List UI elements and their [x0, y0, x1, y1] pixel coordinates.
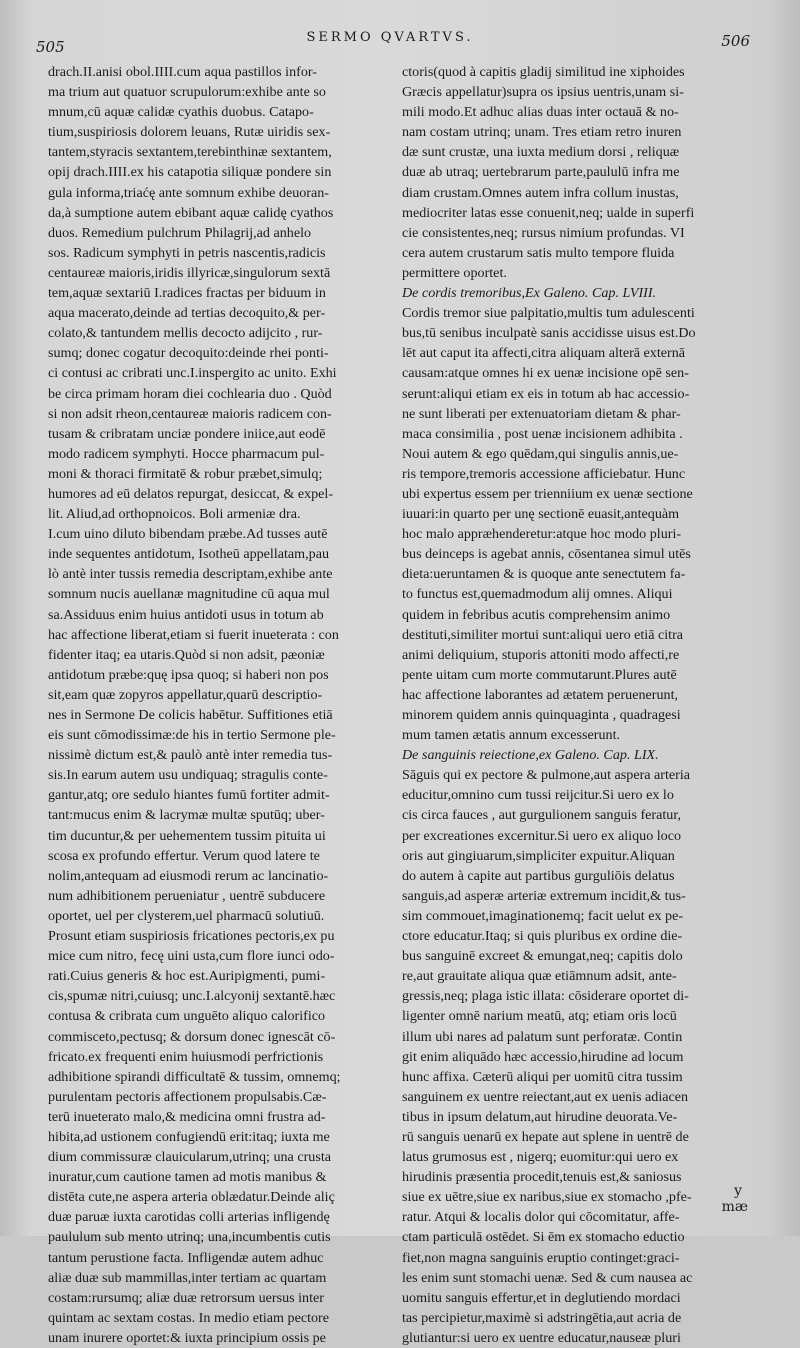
text-line: terū inueterato malo,& medicina omni frustra ad-	[48, 1108, 326, 1125]
text-line: uomitu sanguis effertur,et in deglutiendo mordaci	[402, 1289, 681, 1306]
text-line: sumq; donec cogatur decoquito:deinde rhei ponti-	[48, 345, 329, 362]
text-line: mum tamen ætatis annum excesserunt.	[402, 727, 621, 744]
text-line: pente uitam cum morte commutarunt.Plures autē	[402, 666, 677, 683]
text-line: Græcis appellatur)supra os ipsius uentris,unam si-	[402, 84, 684, 101]
text-line: be circa primam horam diei cochlearia duo . Quòd	[48, 385, 332, 402]
text-line: ma trium aut quatuor scrupulorum:exhibe ante so	[48, 84, 326, 101]
catchword: mæ	[721, 1199, 748, 1215]
text-line: rati.Cuius generis & hoc est.Auripigmenti, pumi-	[48, 968, 326, 985]
text-line: ligenter omnē narium meatū, atq; etiam oris locū	[402, 1008, 677, 1025]
text-line: do autem à capite aut partibus gurguliōis delatus	[402, 867, 675, 884]
text-line: git enim aliquādo hæc accessio,hirudine ad locum	[402, 1048, 684, 1065]
text-line: nolim,antequam ad eiusmodi rerum ac lancinatio-	[48, 867, 329, 884]
text-line: cie consistentes,neq; rursus nimium profundas. VI	[402, 224, 685, 241]
text-line: diam crustam.Omnes autem infra collum inustas,	[402, 184, 679, 201]
text-line: sim commouet,imaginationemq; facit uelut ex pe-	[402, 907, 684, 924]
text-line: dæ sunt crustæ, una iuxta medium dorsi , reliquæ	[402, 144, 680, 161]
text-line: costam:rursumq; aliæ duæ retrorsum uersus inter	[48, 1289, 324, 1306]
text-line: minorem quidem annis quinquaginta , quadragesi	[402, 707, 681, 723]
text-line: tium,suspiriosis dolorem leuans, Rutæ uiridis sex-	[48, 124, 331, 141]
text-line: gula informa,triaćę ante somnum exhibe deuoran-	[48, 184, 329, 201]
text-line: cis,spumæ nitri,cuiusq; unc.I.alcyonij sextantē.hæc	[48, 988, 336, 1005]
text-line: scosa ex profundo effertur. Verum quod latere te	[48, 847, 320, 864]
text-line: dieta:ueruntamen & is quoque ante senectutem fa-	[402, 566, 686, 583]
text-line: Sāguis qui ex pectore & pulmone,aut aspera arteria	[402, 767, 691, 784]
text-line: destituti,similiter mortui sunt:aliqui uero etiā citra	[402, 626, 684, 643]
text-line: hoc malo appræhenderetur:atque hoc modo pluri-	[402, 526, 682, 543]
text-line: tem,aquæ sextariū I.radices fractas per biduum in	[48, 285, 326, 302]
text-line: glutiantur:si uero ex uentre educatur,nauseæ pluri	[402, 1329, 681, 1346]
text-line: gantur,atq; ore sedulo hiantes fumū fortiter admit-	[48, 787, 330, 804]
text-line: sanguis,ad asperæ arteriæ extremum incidit,& tus-	[402, 887, 686, 904]
text-line: inuratur,cum cautione tamen ad motis manibus &	[48, 1169, 327, 1186]
text-line: educitur,omnino cum tussi reijcitur.Si uero ex lo	[402, 787, 674, 804]
text-line: sit,eam quæ zopyros appellatur,quarū descriptio-	[48, 686, 323, 703]
text-line: eis sunt cōmodissimæ:de his in tertio Sermone ple-	[48, 727, 336, 744]
text-line: quintam ac sextam costas. In medio etiam pectore	[48, 1309, 329, 1326]
text-line: to functus est,quemadmodum alij omnes. Aliqui	[402, 586, 673, 603]
text-line: causam:atque omnes hi ex uenæ incisione opē sen-	[402, 365, 689, 382]
text-line: tibus in ipsum delatum,aut hirudine deuorata.Ve-	[402, 1108, 678, 1125]
text-line: duæ ab utraq; uertebrarum parte,paululū infra me	[402, 164, 680, 181]
text-line: hunc affixa. Cæterū aliqui per uomitū citra tussim	[402, 1068, 683, 1085]
text-line: nam costam utrinq; unam. Tres etiam retro inuren	[402, 124, 682, 141]
text-line: illum ubi nares ad palatum sunt perforatæ. Contin	[402, 1028, 683, 1045]
text-line: gressis,neq; plaga istic illata: cōsiderare oportet di-	[402, 988, 689, 1005]
text-line: fidenter itaq; ea utaris.Quòd si non adsit, pæoniæ	[48, 646, 325, 663]
text-column-left	[48, 62, 392, 1348]
text-line: serunt:aliqui etiam ex eis in totum ab hac accessio-	[402, 385, 690, 402]
text-line: tantum perustione facta. Infligendæ autem adhuc	[48, 1249, 324, 1266]
text-line: maca consimilia , post uenæ incisionem adhibita .	[402, 425, 683, 442]
text-line: Noui autem & ego quēdam,qui singulis annis,ue-	[402, 445, 679, 462]
text-line: antidotum præbe:quę ipsa quoq; si haberi non pos	[48, 666, 329, 683]
text-line: bus sanguinē excreet & emungat,neq; capitis dolo	[402, 948, 683, 965]
text-line: lēt aut caput ita affecti,citra aliquam alterā externā	[402, 345, 686, 362]
text-line: da,à sumptione autem ebibant aquæ calidę cyathos	[48, 204, 334, 221]
text-line: per excreationes excernitur.Si uero ex aliquo loco	[402, 827, 682, 844]
text-line: humores ad eū delatos repurgat, desiccat, & expel-	[48, 485, 334, 502]
text-line: rū sanguis uenarū ex hepate aut splene in uentrē de	[402, 1128, 689, 1145]
text-line: I.cum uino diluto bibendam præbe.Ad tusses autē	[48, 526, 328, 543]
text-line: duæ paruæ iuxta carotidas colli arterias infligendę	[48, 1209, 330, 1226]
text-line: Prosunt etiam suspiriosis fricationes pectoris,ex pu	[48, 928, 335, 945]
folio-number-right: 506	[721, 32, 750, 50]
text-line: si non adsit rheon,centaureæ maioris radicem con-	[48, 405, 332, 422]
text-line: purulentam pectoris affectionem propulsabis.Cæ-	[48, 1088, 327, 1105]
text-line: mili modo.Et adhuc alias duas inter octauā & no-	[402, 104, 679, 121]
text-line: mediocriter latas esse conuenit,neq; ualde in superfi	[402, 204, 695, 221]
text-line: lò antè inter tussis remedia descriptam,exhibe ante	[48, 566, 333, 583]
text-line: hac affectione liberat,etiam si fuerit inueterata : con	[48, 626, 339, 643]
text-line: aqua macerato,deinde ad tertias decoquito,& per-	[48, 305, 326, 322]
text-line: tant:mucus enim & lacrymæ multæ sputūq; uber-	[48, 807, 325, 824]
text-line: ubi expertus essem per trienniium ex uenæ sectione	[402, 485, 693, 502]
text-line: sanguinem ex uentre reiectant,aut ex uenis adiacen	[402, 1088, 689, 1105]
text-line: moni & thoraci firmitatē & robur præbet,simulq;	[48, 465, 323, 482]
text-line: quidem in febribus acutis comprehensim animo	[402, 606, 671, 623]
text-line: ne sunt liberati per extenuatoriam dietam & phar-	[402, 405, 681, 422]
text-line: contusa & cribrata cum unguēto aliquo calorifico	[48, 1008, 326, 1025]
text-line: lit. Aliud,ad orthopnoicos. Boli armeniæ dra.	[48, 506, 301, 523]
text-line: hibita,ad ustionem confugiendū erit:itaq; iuxta me	[48, 1128, 330, 1145]
text-line: tim ducuntur,& per uehementem tussim pituita ui	[48, 827, 326, 844]
text-line: re,aut grauitate aliqua quæ etiāmnum adsit, ante-	[402, 968, 677, 985]
text-line: inde sequentes antidotum, Isotheū appellatam,pau	[48, 546, 330, 563]
text-line: distēta cute,ne aspera arteria oblædatur.Deinde aliç	[48, 1189, 335, 1206]
text-line: num adhibitionem perueniatur , uentrē subducere	[48, 887, 326, 904]
text-line: unam inurere oportet:& iuxta principium ossis pe	[48, 1329, 326, 1346]
text-line: bus,tū senibus inculpatè sanis accidisse uisus est.Do	[402, 325, 696, 342]
text-line: ci contusi ac cribrati unc.I.inspergito ac unito. Exhi	[48, 365, 337, 382]
folio-number-left: 505	[36, 38, 65, 56]
text-line: sa.Assiduus enim huius antidoti usus in totum ab	[48, 606, 324, 623]
text-line: drach.II.anisi obol.IIII.cum aqua pastillos infor-	[48, 64, 317, 80]
text-line: permittere oportet.	[402, 264, 507, 281]
text-line: dium commissuræ clauicularum,utrinq; una crusta	[48, 1149, 331, 1166]
text-line: les enim sunt stomachi uenæ. Sed & cum nausea ac	[402, 1269, 693, 1286]
text-line: tusam & cribratam unciæ pondere iniice,aut eodē	[48, 425, 326, 442]
text-line: Cordis tremor siue palpitatio,multis tum adulescenti	[402, 305, 695, 322]
text-line: sis.In earum autem usu undiquaq; stragulis conte-	[48, 767, 328, 784]
text-line: opij drach.IIII.ex his catapotia siliquæ pondere sin	[48, 164, 332, 181]
text-line: duos. Remedium pulchrum Philagrij,ad anhelo	[48, 224, 312, 241]
page-header	[30, 26, 750, 54]
text-column-right	[402, 62, 764, 1348]
text-line: hirudinis præsentia procedit,tenuis est,& saniosus	[402, 1169, 682, 1186]
text-line: ctam particulā ostēdet. Si ēm ex stomacho eductio	[402, 1229, 685, 1246]
signature-mark: y	[734, 1183, 742, 1199]
text-line: bus deinceps is agebat annis, cōsentanea simul utēs	[402, 546, 691, 563]
text-line: animi deliquium, stuporis attoniti modo affecti,re	[402, 646, 680, 663]
text-line: cera autem crustarum satis multo tempore fluida	[402, 244, 675, 261]
text-line: commisceto,pectusq; & dorsum donec ignescāt cō-	[48, 1028, 336, 1045]
text-line: adhibitione spirandi difficultatē & tussim, omnemq;	[48, 1068, 341, 1085]
text-line: latus grumosus est , nigerq; euomitur:qui uero ex	[402, 1149, 679, 1166]
text-line: oportet, uel per clysterem,uel pharmacū solutiuū.	[48, 907, 325, 924]
chapter-heading: De sanguinis reiectione,ex Galeno. Cap. LIX.	[402, 747, 659, 764]
text-line: nes in Sermone De colicis habētur. Suffitiones etiā	[48, 707, 333, 723]
text-line: ctore educatur.Itaq; si quis pluribus ex ordine die-	[402, 928, 683, 945]
text-line: tas percipietur,maximè si adstringētia,aut acria de	[402, 1309, 682, 1326]
text-line: hac affectione laborantes ad ætatem peruenerunt,	[402, 686, 679, 703]
text-line: centaureæ maioris,iridis illyricæ,singulorum sextā	[48, 264, 331, 281]
text-line: oris aut gingiuarum,simpliciter expuitur.Aliquan	[402, 847, 675, 864]
text-line: mice cum nitro, fecę uini usta,cum flore iunci odo-	[48, 948, 335, 965]
text-line: ratur. Atqui & localis dolor qui cōcomitatur, affe-	[402, 1209, 680, 1226]
text-line: fiet,non magna sanguinis eruptio continget:graci-	[402, 1249, 680, 1266]
text-line: iuuari:in quarto per unę sectionē euasit,antequàm	[402, 506, 680, 523]
text-line: nissimè dictum est,& paulò antè inter remedia tus-	[48, 747, 333, 764]
text-line: paululum sub mento utrinq; una,incumbentis cutis	[48, 1229, 331, 1246]
text-line: modo radicem symphyti. Hocce pharmacum pul-	[48, 445, 325, 462]
text-line: ctoris(quod à capitis gladij similitud ine xiphoides	[402, 64, 685, 80]
text-line: siue ex uētre,siue ex naribus,siue ex stomacho ,pfe-	[402, 1189, 692, 1206]
text-line: mnum,cū aquæ calidæ cyathis duobus. Catapo-	[48, 104, 314, 121]
text-line: ris tempore,tremoris accessione afficiebatur. Hunc	[402, 465, 686, 482]
text-line: sos. Radicum symphyti in petris nascentis,radicis	[48, 244, 326, 261]
text-line: fricato.ex frequenti enim huiusmodi perfrictionis	[48, 1048, 324, 1065]
text-line: aliæ duæ sub mammillas,inter tertiam ac quartam	[48, 1269, 327, 1286]
running-title: SERMO QVARTVS.	[306, 30, 474, 45]
chapter-heading: De cordis tremoribus,Ex Galeno. Cap. LVIII.	[402, 285, 657, 302]
text-line: cis circa fauces , aut gurgulionem sanguis feratur,	[402, 807, 681, 824]
text-line: colato,& tantundem mellis decocto adijcito , rur-	[48, 325, 323, 342]
text-line: tantem,styracis sextantem,terebinthinæ sextantem,	[48, 144, 332, 161]
text-line: somnum nucis auellanæ magnitudine cū aqua mul	[48, 586, 330, 603]
